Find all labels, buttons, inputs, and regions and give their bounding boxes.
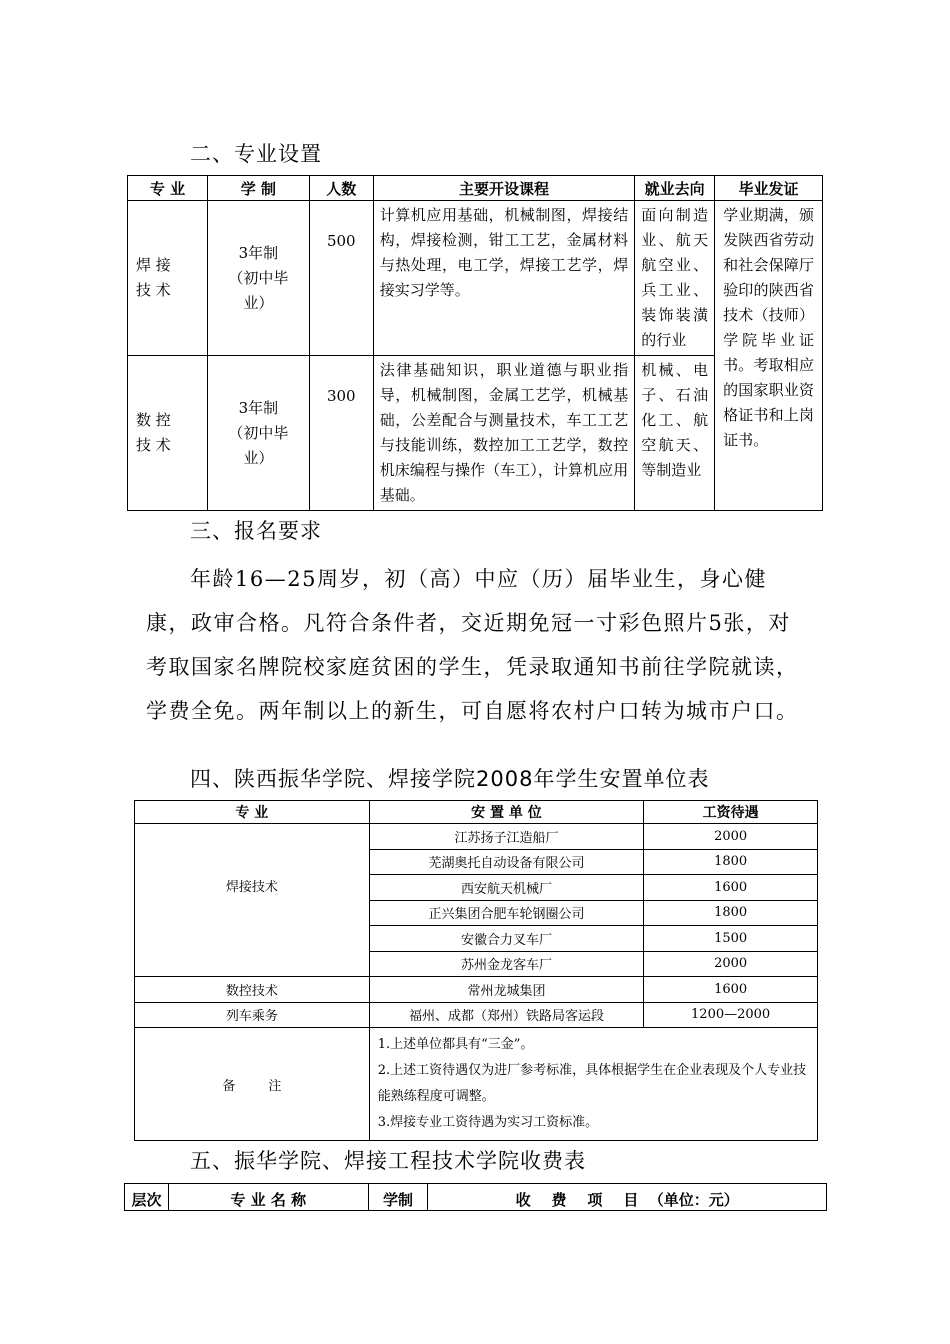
header-major: 专 业	[135, 801, 370, 824]
header-employment: 就业去向	[635, 176, 715, 201]
major-table	[127, 175, 823, 511]
table-row	[128, 201, 823, 356]
section3-title: 三、报名要求	[190, 519, 322, 543]
requirements-paragraph: 年龄16—25周岁，初（高）中应（历）届毕业生，身心健康，政审合格。凡符合条件者，交近期免冠一寸彩色照片5张，对考取国家名牌院校家庭贫困的学生，凭录取通知书前往学院就读，学费全免。两年制以上的新生，可自愿将农村户口转为城市户口。	[146, 567, 799, 723]
courses: 计算机应用基础，机械制图，焊接结构，焊接检测，钳工工艺，金属材料与热处理，电工学，焊接工艺学，焊接实习学等。	[373, 201, 634, 356]
unit-name: 正兴集团合肥车轮钢圈公司	[369, 900, 644, 926]
header-unit: 安 置 单 位	[369, 801, 644, 824]
unit-pay: 1800	[644, 900, 818, 926]
header-major-name: 专 业 名 称	[168, 1184, 368, 1211]
section5-title: 五、振华学院、焊接工程技术学院收费表	[190, 1149, 586, 1173]
major-welding: 焊接技术	[135, 824, 370, 977]
header-courses: 主要开设课程	[373, 176, 634, 201]
unit-name: 江苏扬子江造船厂	[369, 824, 644, 850]
table-row	[135, 977, 818, 1003]
major-name: 焊 接 技 术	[128, 201, 208, 356]
header-duration: 学 制	[207, 176, 309, 201]
header-duration: 学制	[368, 1184, 428, 1211]
employment: 机械、电子、石油化工、航空航天、等制造业	[635, 356, 715, 511]
courses: 法律基础知识，职业道德与职业指导，机械制图，金属工艺学，机械基础，公差配合与测量技术，车工工艺与技能训练，数控加工工艺学，数控机床编程与操作（车工），计算机应用基础。	[373, 356, 634, 511]
certificate: 学业期满，颁发陕西省劳动和社会保障厅验印的陕西省技术（技师）学院毕业证书。考取相应的国家职业资格证书和上岗证书。	[715, 201, 823, 511]
header-fee-items: 收 费 项 目 （单位：元）	[428, 1184, 827, 1211]
unit-pay: 1600	[644, 875, 818, 901]
header-count: 人数	[309, 176, 373, 201]
unit-pay: 1800	[644, 849, 818, 875]
major-name: 数 控 技 术	[128, 356, 208, 511]
notes-row	[135, 1028, 818, 1141]
header-pay: 工资待遇	[644, 801, 818, 824]
notes	[369, 1028, 817, 1141]
note-item: 2.上述工资待遇仅为进厂参考标准，具体根据学生在企业表现及个人专业技能熟练程度可调整。	[377, 1063, 807, 1104]
enrollment-count: 300	[309, 356, 373, 511]
major-table-header	[128, 176, 823, 201]
employment: 面向制造业、航天航空业、兵工业、装饰装潢的行业	[635, 201, 715, 356]
duration: 3年制（初中毕业）	[207, 201, 309, 356]
section4-title: 四、陕西振华学院、焊接学院2008年学生安置单位表	[190, 767, 710, 791]
table-row	[135, 1002, 818, 1028]
unit-name: 福州、成都（郑州）铁路局客运段	[369, 1002, 644, 1028]
header-major: 专 业	[128, 176, 208, 201]
unit-pay: 1600	[644, 977, 818, 1003]
duration: 3年制（初中毕业）	[207, 356, 309, 511]
unit-pay: 2000	[644, 951, 818, 977]
placement-table	[134, 800, 818, 1141]
enrollment-count: 500	[309, 201, 373, 356]
unit-name: 西安航天机械厂	[369, 875, 644, 901]
unit-name: 安徽合力叉车厂	[369, 926, 644, 952]
fee-table	[124, 1183, 827, 1211]
note-item: 3.焊接专业工资待遇为实习工资标准。	[377, 1115, 599, 1130]
notes-label: 备 注	[135, 1028, 370, 1141]
unit-name: 苏州金龙客车厂	[369, 951, 644, 977]
unit-name: 常州龙城集团	[369, 977, 644, 1003]
header-level: 层次	[125, 1184, 169, 1211]
table-row	[135, 824, 818, 850]
unit-pay: 1500	[644, 926, 818, 952]
unit-name: 芜湖奥托自动设备有限公司	[369, 849, 644, 875]
header-certificate: 毕业发证	[715, 176, 823, 201]
major-cnc: 数控技术	[135, 977, 370, 1003]
note-item: 1.上述单位都具有“三金”。	[377, 1037, 534, 1052]
section2-title: 二、专业设置	[190, 142, 322, 166]
unit-pay: 1200—2000	[644, 1002, 818, 1028]
unit-pay: 2000	[644, 824, 818, 850]
major-train: 列车乘务	[135, 1002, 370, 1028]
